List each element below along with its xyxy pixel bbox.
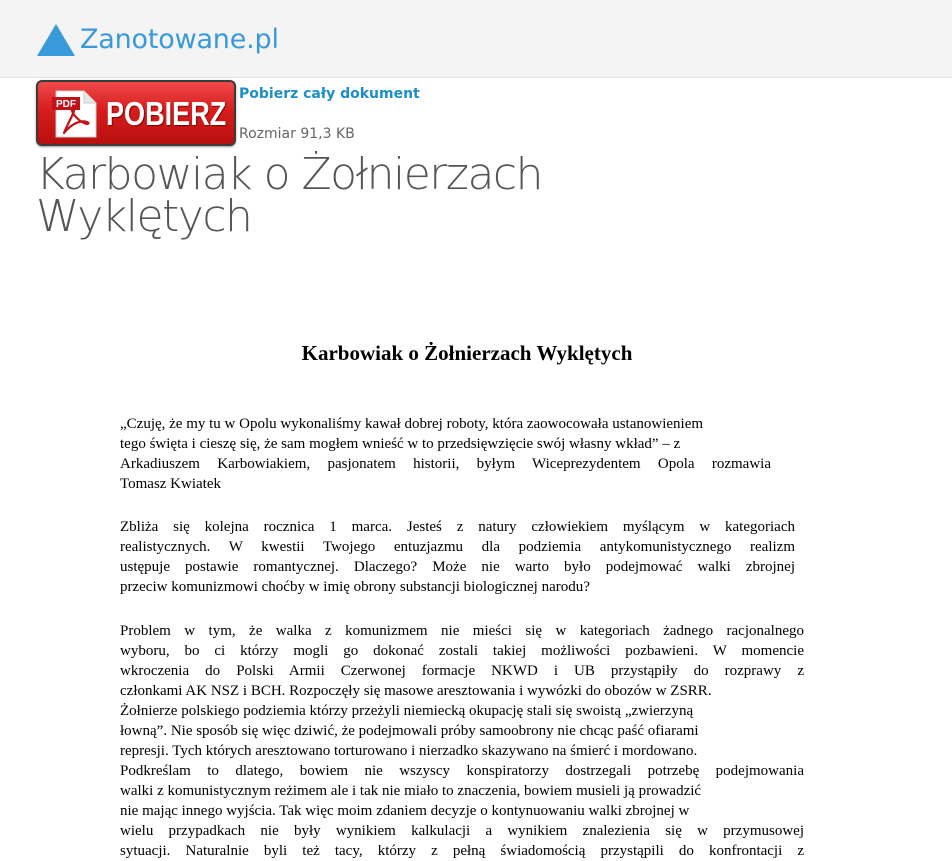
text-line: represji. Tych których aresztowano torturowano i nierzadko skazywano na śmierć i mordowano. xyxy=(120,743,698,759)
text-line: Żołnierze polskiego podziemia którzy przeżyli niemiecką okupację stali się swoistą „zwierzyną xyxy=(120,703,694,719)
site-logo[interactable] xyxy=(36,22,279,58)
file-size: Rozmiar 91,3 KB xyxy=(239,126,355,142)
text-line: walki z komunistycznym reżimem ale i tak nie miało to znaczenia, bowiem musieli ją prowadzić xyxy=(120,783,702,799)
pdf-badge-label: PDF xyxy=(56,99,76,110)
text-line: realistycznych. W kwestii Twojego entuzjazmu dla podziemia antykomunistycznego realizm xyxy=(120,539,795,555)
paragraph-3 xyxy=(120,621,804,861)
text-line: przeciw komunizmowi choćby w imię obrony substancji biologicznej narodu? xyxy=(120,579,590,595)
text-line: Problem w tym, że walka z komunizmem nie mieści się w kategoriach żadnego racjonalnego xyxy=(120,623,804,639)
download-document-link[interactable]: Pobierz cały dokument xyxy=(239,86,420,102)
document-title: Karbowiak o Żołnierzach Wyklętych xyxy=(301,341,633,365)
text-line: Zbliża się kolejna rocznica 1 marca. Jesteś z natury człowiekiem myślącym w kategoriach xyxy=(120,519,795,535)
text-line: łowną”. Nie sposób się więc dziwić, że podejmowali próby samoobrony nie chcąc paść ofiarami xyxy=(120,723,699,739)
download-button-label: POBIERZ xyxy=(106,95,227,132)
site-name: Zanotowane.pl xyxy=(80,24,279,55)
text-line: sytuacji. Naturalnie byli też tacy, którzy z pełną świadomością przystąpili do konfrontacji z xyxy=(120,843,804,859)
site-header xyxy=(0,0,952,78)
text-line: ustępuje postawie romantycznej. Dlaczego? Może nie warto było podejmować walki zbrojnej xyxy=(120,559,795,575)
text-line: „Czuję, że my tu w Opolu wykonaliśmy kawał dobrej roboty, która zaowocowała ustanowieniem xyxy=(120,416,704,432)
text-line: Podkreślam to dlatego, bowiem nie wszyscy konspiratorzy dostrzegali potrzebę podejmowania xyxy=(120,763,804,779)
text-line: nie mając innego wyjścia. Tak więc moim zdaniem decyzje o kontynuowaniu walki zbrojnej w xyxy=(120,803,690,819)
page-title: Karbowiak o Żołnierzach Wyklętych xyxy=(36,149,543,242)
paragraph-2 xyxy=(120,517,795,597)
text-line: wkroczenia do Polski Armii Czerwonej formacje NKWD i UB przystąpiły do rozprawy z xyxy=(120,663,804,679)
download-button[interactable] xyxy=(36,80,236,146)
text-line: Tomasz Kwiatek xyxy=(120,476,222,492)
pdf-file-icon xyxy=(50,89,100,139)
text-line: członkami AK NSZ i BCH. Rozpoczęły się masowe aresztowania i wywózki do obozów w ZSRR. xyxy=(120,683,712,699)
paragraph-1 xyxy=(120,414,771,494)
text-line: Arkadiuszem Karbowiakiem, pasjonatem historii, byłym Wiceprezydentem Opola rozmawia xyxy=(120,456,771,472)
triangle-logo-icon xyxy=(36,23,76,57)
text-line: wyboru, bo ci którzy mogli go dokonać zostali takiej możliwości pozbawieni. W momencie xyxy=(120,643,804,659)
text-line: tego święta i cieszę się, że sam mogłem wnieść w to przedsięwzięcie swój własny wkład” – z xyxy=(120,436,681,452)
text-line: wielu przypadkach nie były wynikiem kalkulacji a wynikiem znalezienia się w przymusowej xyxy=(120,823,804,839)
